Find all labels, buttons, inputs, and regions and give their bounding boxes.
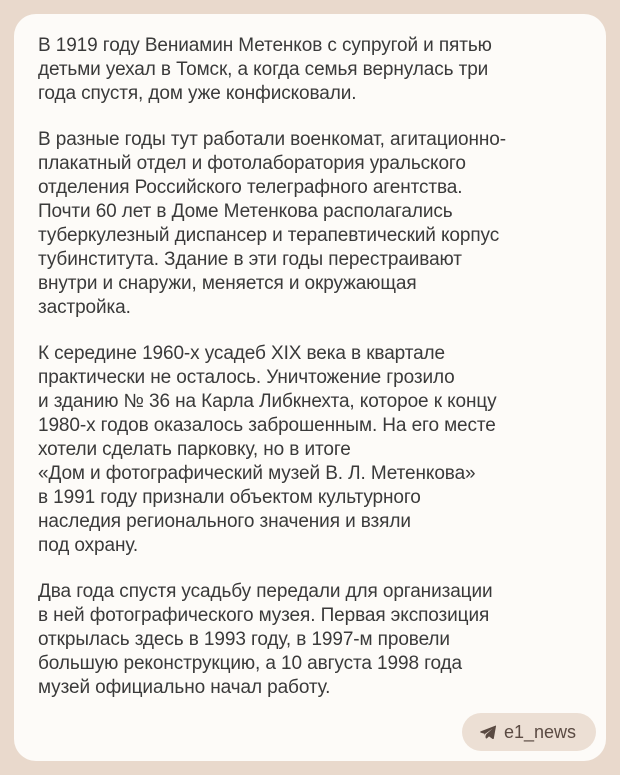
paragraph-2 (38, 128, 582, 320)
telegram-icon (480, 725, 496, 739)
text-line: В 1919 году Вениамин Метенков с супругой и пятью (38, 35, 492, 56)
text-line: тубинститута. Здание в эти годы перестраивают (38, 249, 462, 270)
text-line: туберкулезный диспансер и терапевтический корпус (38, 225, 500, 246)
text-line: детьми уехал в Томск, а когда семья вернулась три (38, 59, 489, 80)
text-line: наследия регионального значения и взяли (38, 511, 411, 532)
paragraph-4 (38, 580, 582, 700)
text-line: 1980-х годов оказалось заброшенным. На его месте (38, 415, 496, 436)
text-line: хотели сделать парковку, но в итоге (38, 439, 351, 460)
text-line: музей официально начал работу. (38, 677, 331, 698)
text-line: под охрану. (38, 535, 139, 556)
channel-name: e1_news (503, 721, 576, 742)
text-line: В разные годы тут работали военкомат, агитационно- (38, 129, 506, 150)
text-line: Два года спустя усадьбу передали для организации (38, 581, 493, 602)
text-card (14, 14, 606, 761)
text-line: Почти 60 лет в Доме Метенкова располагались (38, 201, 453, 222)
text-line: внутри и снаружи, меняется и окружающая (38, 273, 417, 294)
text-line: открылась здесь в 1993 году, в 1997-м провели (38, 629, 450, 650)
text-line: в ней фотографического музея. Первая экспозиция (38, 605, 490, 626)
text-line: большую реконструкцию, а 10 августа 1998 года (38, 653, 463, 674)
text-line: отделения Российского телеграфного агентства. (38, 177, 463, 198)
text-line: застройка. (38, 297, 131, 318)
text-line: и зданию № 36 на Карла Либкнехта, которое к концу (38, 391, 497, 412)
paragraph-1 (38, 34, 582, 106)
text-line: в 1991 году признали объектом культурного (38, 487, 421, 508)
channel-badge[interactable] (462, 713, 596, 751)
text-line: практически не осталось. Уничтожение грозило (38, 367, 455, 388)
paragraph-3 (38, 342, 582, 558)
text-line: «Дом и фотографический музей В. Л. Метенкова» (38, 463, 476, 484)
text-line: К середине 1960-х усадеб XIX века в квартале (38, 343, 446, 364)
text-line: года спустя, дом уже конфисковали. (38, 83, 357, 104)
text-line: плакатный отдел и фотолаборатория уральского (38, 153, 466, 174)
